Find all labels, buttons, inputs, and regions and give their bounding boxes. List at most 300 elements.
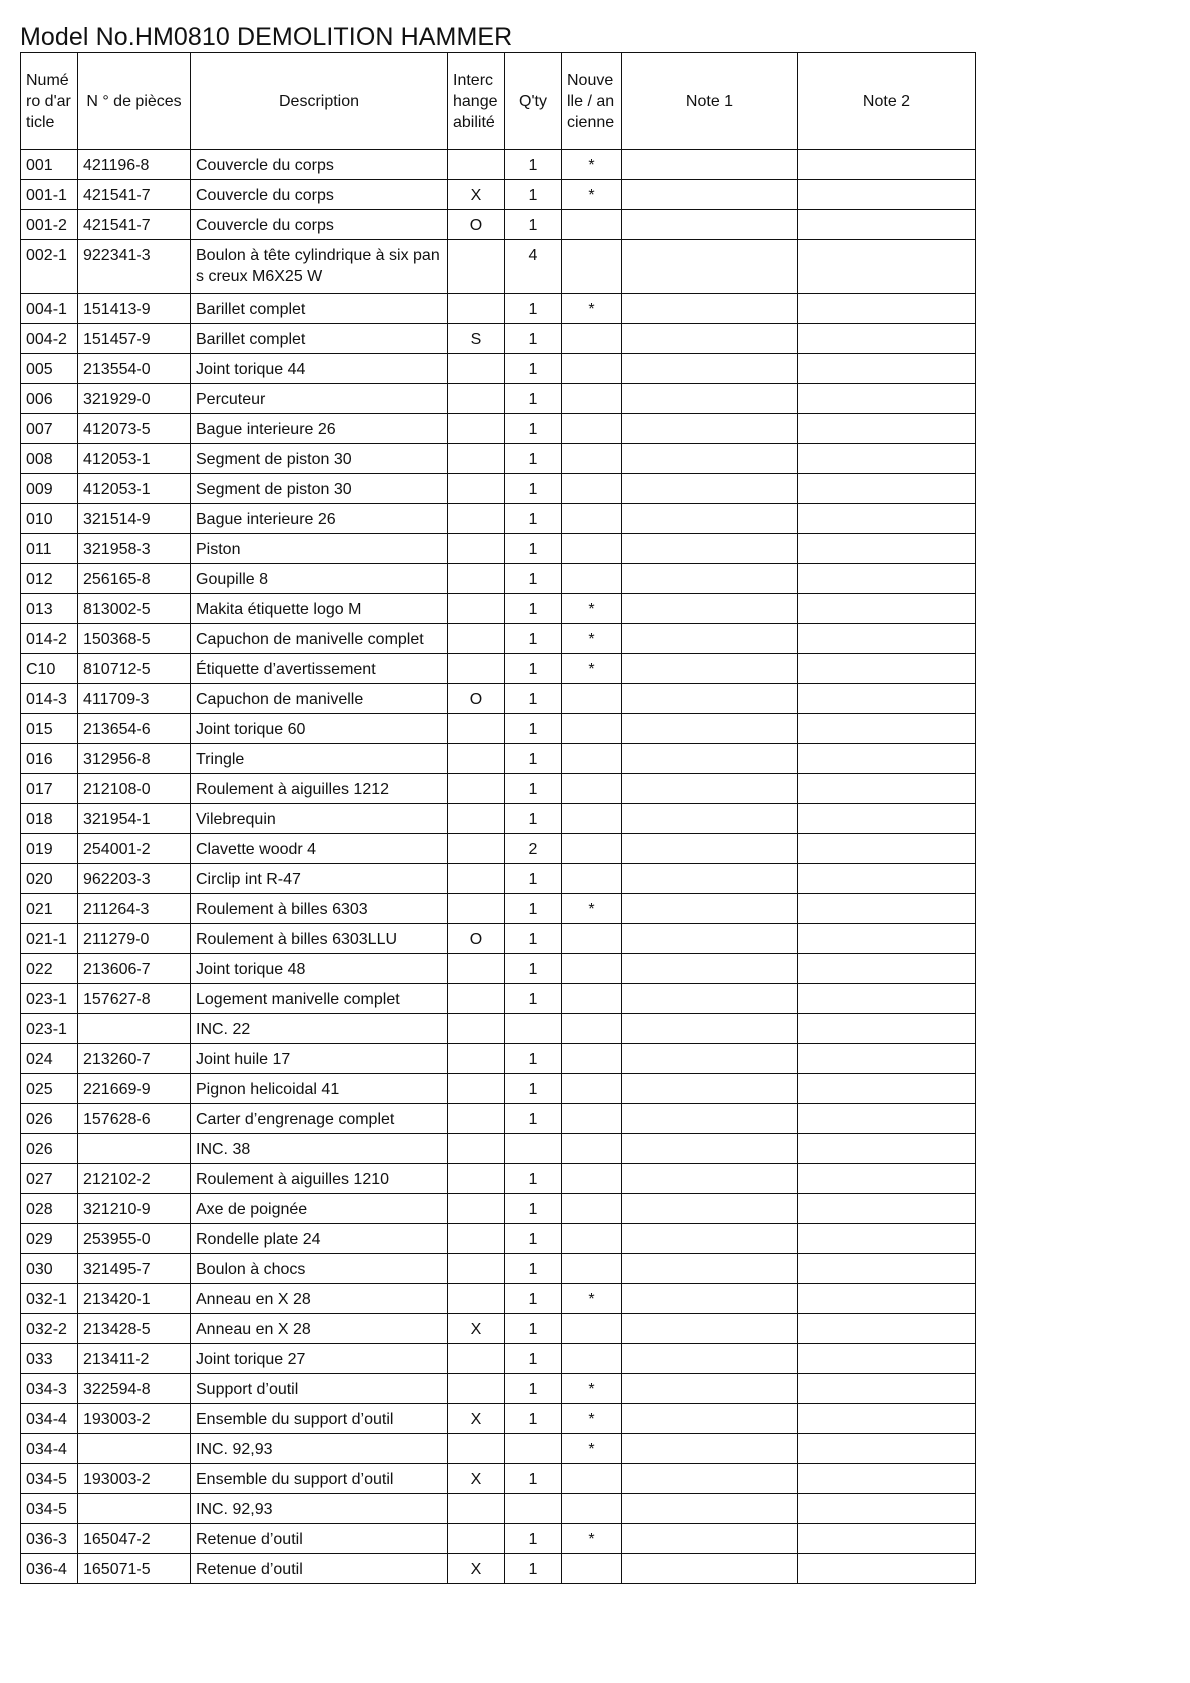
cell-description: Goupille 8 [191, 564, 448, 594]
cell-new-old [562, 834, 622, 864]
cell-item-number: 026 [21, 1134, 78, 1164]
cell-new-old [562, 240, 622, 294]
cell-quantity: 1 [505, 1314, 562, 1344]
parts-table [20, 52, 976, 1584]
cell-quantity: 1 [505, 354, 562, 384]
table-row [21, 240, 976, 294]
cell-description: Joint torique 60 [191, 714, 448, 744]
cell-part-number: 254001-2 [78, 834, 191, 864]
cell-interchangeability: X [448, 1554, 505, 1584]
cell-item-number: 030 [21, 1254, 78, 1284]
table-row [21, 444, 976, 474]
cell-item-number: 004-2 [21, 324, 78, 354]
column-header-interchangeability: Interchangeabilité [448, 53, 505, 150]
cell-interchangeability [448, 984, 505, 1014]
table-body [21, 150, 976, 1584]
cell-part-number: 221669-9 [78, 1074, 191, 1104]
cell-note-1 [622, 1224, 798, 1254]
cell-item-number: 032-2 [21, 1314, 78, 1344]
cell-new-old [562, 1254, 622, 1284]
cell-part-number: 212108-0 [78, 774, 191, 804]
cell-item-number: 022 [21, 954, 78, 984]
cell-note-2 [798, 1164, 976, 1194]
table-row [21, 1434, 976, 1464]
cell-new-old [562, 744, 622, 774]
column-header-quantity: Q'ty [505, 53, 562, 150]
cell-item-number: 029 [21, 1224, 78, 1254]
cell-quantity: 1 [505, 1404, 562, 1434]
cell-part-number: 211264-3 [78, 894, 191, 924]
cell-part-number: 213554-0 [78, 354, 191, 384]
column-header-description: Description [191, 53, 448, 150]
cell-part-number: 193003-2 [78, 1464, 191, 1494]
cell-part-number: 157628-6 [78, 1104, 191, 1134]
cell-new-old [562, 1074, 622, 1104]
cell-interchangeability [448, 1254, 505, 1284]
cell-note-2 [798, 684, 976, 714]
cell-interchangeability: O [448, 684, 505, 714]
cell-note-1 [622, 1524, 798, 1554]
cell-description: Piston [191, 534, 448, 564]
table-row [21, 1134, 976, 1164]
cell-note-1 [622, 1374, 798, 1404]
cell-note-2 [798, 894, 976, 924]
cell-note-1 [622, 894, 798, 924]
cell-new-old: * [562, 594, 622, 624]
cell-part-number: 321495-7 [78, 1254, 191, 1284]
cell-interchangeability [448, 1074, 505, 1104]
cell-description: INC. 92,93 [191, 1434, 448, 1464]
cell-item-number: 001-2 [21, 210, 78, 240]
cell-note-2 [798, 1494, 976, 1524]
cell-interchangeability [448, 474, 505, 504]
cell-note-1 [622, 324, 798, 354]
cell-part-number: 412053-1 [78, 444, 191, 474]
cell-new-old: * [562, 1284, 622, 1314]
cell-quantity: 1 [505, 294, 562, 324]
cell-interchangeability [448, 834, 505, 864]
table-row [21, 354, 976, 384]
cell-description: Bague interieure 26 [191, 414, 448, 444]
cell-description: Joint torique 27 [191, 1344, 448, 1374]
cell-item-number: 023-1 [21, 1014, 78, 1044]
cell-interchangeability [448, 1134, 505, 1164]
cell-description: Capuchon de manivelle [191, 684, 448, 714]
cell-interchangeability: X [448, 1314, 505, 1344]
cell-quantity: 1 [505, 474, 562, 504]
cell-note-2 [798, 1014, 976, 1044]
cell-item-number: 008 [21, 444, 78, 474]
cell-new-old: * [562, 1374, 622, 1404]
cell-description: Clavette woodr 4 [191, 834, 448, 864]
cell-part-number: 321210-9 [78, 1194, 191, 1224]
cell-quantity: 1 [505, 774, 562, 804]
cell-note-1 [622, 1494, 798, 1524]
cell-quantity: 2 [505, 834, 562, 864]
cell-interchangeability [448, 1524, 505, 1554]
cell-new-old: * [562, 624, 622, 654]
cell-quantity [505, 1494, 562, 1524]
cell-quantity: 1 [505, 534, 562, 564]
cell-note-2 [798, 1524, 976, 1554]
cell-note-2 [798, 744, 976, 774]
cell-description: Rondelle plate 24 [191, 1224, 448, 1254]
cell-item-number: 025 [21, 1074, 78, 1104]
cell-item-number: 016 [21, 744, 78, 774]
cell-note-2 [798, 1554, 976, 1584]
cell-item-number: 013 [21, 594, 78, 624]
cell-interchangeability [448, 384, 505, 414]
cell-part-number: 213654-6 [78, 714, 191, 744]
table-row [21, 804, 976, 834]
cell-new-old: * [562, 180, 622, 210]
table-row [21, 1074, 976, 1104]
cell-note-1 [622, 924, 798, 954]
cell-note-2 [798, 864, 976, 894]
cell-note-2 [798, 474, 976, 504]
table-row [21, 414, 976, 444]
table-row [21, 624, 976, 654]
cell-quantity: 1 [505, 564, 562, 594]
cell-quantity: 1 [505, 1104, 562, 1134]
cell-quantity: 1 [505, 654, 562, 684]
cell-description: Joint torique 44 [191, 354, 448, 384]
cell-note-1 [622, 1404, 798, 1434]
cell-description: Anneau en X 28 [191, 1314, 448, 1344]
cell-item-number: 017 [21, 774, 78, 804]
cell-note-1 [622, 384, 798, 414]
cell-interchangeability: O [448, 210, 505, 240]
cell-new-old [562, 564, 622, 594]
cell-note-2 [798, 984, 976, 1014]
cell-note-1 [622, 474, 798, 504]
cell-description: Couvercle du corps [191, 210, 448, 240]
cell-part-number: 411709-3 [78, 684, 191, 714]
cell-quantity: 1 [505, 1194, 562, 1224]
cell-description: Roulement à billes 6303 [191, 894, 448, 924]
cell-note-2 [798, 1044, 976, 1074]
cell-description: Barillet complet [191, 294, 448, 324]
cell-interchangeability [448, 1494, 505, 1524]
cell-quantity: 1 [505, 594, 562, 624]
cell-item-number: 036-4 [21, 1554, 78, 1584]
cell-interchangeability [448, 624, 505, 654]
cell-interchangeability [448, 1344, 505, 1374]
cell-new-old [562, 864, 622, 894]
cell-interchangeability [448, 1194, 505, 1224]
cell-part-number: 213260-7 [78, 1044, 191, 1074]
cell-description: Segment de piston 30 [191, 474, 448, 504]
cell-note-2 [798, 1344, 976, 1374]
cell-interchangeability: X [448, 1464, 505, 1494]
cell-new-old: * [562, 654, 622, 684]
table-row [21, 1254, 976, 1284]
cell-note-2 [798, 1134, 976, 1164]
cell-note-2 [798, 594, 976, 624]
cell-note-1 [622, 834, 798, 864]
cell-part-number: 922341-3 [78, 240, 191, 294]
cell-interchangeability [448, 150, 505, 180]
cell-interchangeability [448, 774, 505, 804]
cell-description: Logement manivelle complet [191, 984, 448, 1014]
cell-part-number: 321958-3 [78, 534, 191, 564]
cell-item-number: 034-4 [21, 1434, 78, 1464]
cell-note-2 [798, 564, 976, 594]
table-row [21, 1464, 976, 1494]
cell-part-number: 212102-2 [78, 1164, 191, 1194]
cell-note-2 [798, 180, 976, 210]
cell-note-1 [622, 624, 798, 654]
cell-note-1 [622, 180, 798, 210]
cell-item-number: 001 [21, 150, 78, 180]
cell-quantity: 4 [505, 240, 562, 294]
cell-note-2 [798, 834, 976, 864]
cell-quantity: 1 [505, 384, 562, 414]
cell-description: Segment de piston 30 [191, 444, 448, 474]
cell-new-old [562, 804, 622, 834]
cell-note-2 [798, 534, 976, 564]
table-row [21, 894, 976, 924]
cell-item-number: C10 [21, 654, 78, 684]
cell-description: Ensemble du support d’outil [191, 1404, 448, 1434]
cell-part-number [78, 1014, 191, 1044]
table-row [21, 714, 976, 744]
cell-note-2 [798, 1224, 976, 1254]
cell-interchangeability [448, 1284, 505, 1314]
cell-note-2 [798, 654, 976, 684]
column-header-item-number: Numéro d'article [21, 53, 78, 150]
cell-part-number [78, 1434, 191, 1464]
cell-note-1 [622, 714, 798, 744]
cell-part-number: 213420-1 [78, 1284, 191, 1314]
cell-item-number: 034-3 [21, 1374, 78, 1404]
cell-part-number: 321954-1 [78, 804, 191, 834]
cell-new-old [562, 444, 622, 474]
cell-part-number: 157627-8 [78, 984, 191, 1014]
cell-new-old: * [562, 1404, 622, 1434]
cell-part-number: 321929-0 [78, 384, 191, 414]
cell-item-number: 024 [21, 1044, 78, 1074]
cell-quantity: 1 [505, 414, 562, 444]
cell-interchangeability [448, 534, 505, 564]
cell-note-2 [798, 150, 976, 180]
cell-interchangeability [448, 864, 505, 894]
table-row [21, 834, 976, 864]
cell-item-number: 028 [21, 1194, 78, 1224]
table-row [21, 210, 976, 240]
cell-note-2 [798, 1254, 976, 1284]
cell-item-number: 010 [21, 504, 78, 534]
cell-interchangeability [448, 1434, 505, 1464]
cell-quantity: 1 [505, 894, 562, 924]
cell-new-old [562, 504, 622, 534]
table-row [21, 384, 976, 414]
cell-item-number: 012 [21, 564, 78, 594]
cell-note-2 [798, 954, 976, 984]
cell-new-old [562, 1134, 622, 1164]
cell-quantity [505, 1014, 562, 1044]
cell-quantity: 1 [505, 504, 562, 534]
cell-note-1 [622, 594, 798, 624]
cell-quantity: 1 [505, 210, 562, 240]
cell-quantity: 1 [505, 180, 562, 210]
cell-description: INC. 38 [191, 1134, 448, 1164]
cell-item-number: 020 [21, 864, 78, 894]
table-row [21, 180, 976, 210]
cell-note-1 [622, 240, 798, 294]
cell-description: Couvercle du corps [191, 180, 448, 210]
cell-new-old [562, 954, 622, 984]
cell-note-2 [798, 1404, 976, 1434]
table-row [21, 984, 976, 1014]
cell-item-number: 027 [21, 1164, 78, 1194]
cell-note-1 [622, 1104, 798, 1134]
cell-part-number: 211279-0 [78, 924, 191, 954]
cell-interchangeability [448, 894, 505, 924]
cell-item-number: 032-1 [21, 1284, 78, 1314]
cell-part-number: 213606-7 [78, 954, 191, 984]
cell-part-number: 165071-5 [78, 1554, 191, 1584]
cell-new-old: * [562, 1434, 622, 1464]
table-row [21, 1314, 976, 1344]
cell-item-number: 004-1 [21, 294, 78, 324]
cell-interchangeability: O [448, 924, 505, 954]
cell-note-2 [798, 624, 976, 654]
cell-note-2 [798, 1194, 976, 1224]
cell-quantity: 1 [505, 1074, 562, 1104]
cell-note-2 [798, 1374, 976, 1404]
cell-note-1 [622, 984, 798, 1014]
cell-interchangeability [448, 1104, 505, 1134]
cell-description: Retenue d’outil [191, 1554, 448, 1584]
table-header [21, 53, 976, 150]
cell-item-number: 034-5 [21, 1494, 78, 1524]
cell-description: Roulement à aiguilles 1212 [191, 774, 448, 804]
cell-quantity: 1 [505, 1044, 562, 1074]
cell-item-number: 019 [21, 834, 78, 864]
cell-note-1 [622, 1164, 798, 1194]
table-row [21, 774, 976, 804]
cell-interchangeability [448, 1164, 505, 1194]
cell-note-1 [622, 1074, 798, 1104]
cell-note-1 [622, 534, 798, 564]
cell-quantity: 1 [505, 924, 562, 954]
cell-new-old [562, 774, 622, 804]
cell-new-old [562, 1224, 622, 1254]
table-row [21, 1224, 976, 1254]
cell-description: Retenue d’outil [191, 1524, 448, 1554]
cell-quantity: 1 [505, 864, 562, 894]
cell-note-1 [622, 414, 798, 444]
cell-new-old [562, 384, 622, 414]
cell-item-number: 014-3 [21, 684, 78, 714]
cell-part-number: 312956-8 [78, 744, 191, 774]
cell-description: Joint huile 17 [191, 1044, 448, 1074]
table-row [21, 504, 976, 534]
cell-interchangeability [448, 504, 505, 534]
cell-quantity: 1 [505, 150, 562, 180]
cell-note-1 [622, 504, 798, 534]
cell-description: Roulement à billes 6303LLU [191, 924, 448, 954]
cell-quantity [505, 1134, 562, 1164]
cell-note-1 [622, 1314, 798, 1344]
cell-new-old [562, 474, 622, 504]
cell-item-number: 015 [21, 714, 78, 744]
cell-note-2 [798, 444, 976, 474]
cell-item-number: 009 [21, 474, 78, 504]
cell-description: Carter d’engrenage complet [191, 1104, 448, 1134]
cell-quantity [505, 1434, 562, 1464]
cell-item-number: 021-1 [21, 924, 78, 954]
cell-interchangeability: S [448, 324, 505, 354]
table-row [21, 1374, 976, 1404]
cell-note-2 [798, 804, 976, 834]
cell-note-1 [622, 774, 798, 804]
cell-description: INC. 92,93 [191, 1494, 448, 1524]
cell-quantity: 1 [505, 744, 562, 774]
table-row [21, 150, 976, 180]
table-row [21, 1554, 976, 1584]
cell-new-old: * [562, 294, 622, 324]
cell-interchangeability [448, 240, 505, 294]
table-row [21, 474, 976, 504]
cell-interchangeability: X [448, 180, 505, 210]
cell-note-1 [622, 1014, 798, 1044]
cell-description: Étiquette d’avertissement [191, 654, 448, 684]
cell-interchangeability [448, 744, 505, 774]
cell-description: Barillet complet [191, 324, 448, 354]
cell-new-old [562, 1014, 622, 1044]
cell-note-1 [622, 864, 798, 894]
cell-item-number: 026 [21, 1104, 78, 1134]
cell-part-number: 193003-2 [78, 1404, 191, 1434]
table-row [21, 1404, 976, 1434]
cell-description: Tringle [191, 744, 448, 774]
cell-new-old [562, 1494, 622, 1524]
cell-note-2 [798, 354, 976, 384]
cell-item-number: 036-3 [21, 1524, 78, 1554]
cell-description: Axe de poignée [191, 1194, 448, 1224]
column-header-note-2: Note 2 [798, 53, 976, 150]
cell-note-1 [622, 564, 798, 594]
cell-note-1 [622, 1134, 798, 1164]
cell-quantity: 1 [505, 1374, 562, 1404]
cell-interchangeability [448, 1224, 505, 1254]
cell-quantity: 1 [505, 444, 562, 474]
cell-note-2 [798, 414, 976, 444]
cell-note-1 [622, 954, 798, 984]
table-row [21, 594, 976, 624]
table-row [21, 1284, 976, 1314]
cell-description: Boulon à chocs [191, 1254, 448, 1284]
cell-item-number: 018 [21, 804, 78, 834]
cell-new-old [562, 210, 622, 240]
cell-new-old [562, 414, 622, 444]
cell-description: Couvercle du corps [191, 150, 448, 180]
cell-item-number: 005 [21, 354, 78, 384]
cell-part-number [78, 1134, 191, 1164]
cell-quantity: 1 [505, 1524, 562, 1554]
table-row [21, 1194, 976, 1224]
cell-item-number: 001-1 [21, 180, 78, 210]
cell-note-2 [798, 714, 976, 744]
cell-quantity: 1 [505, 1164, 562, 1194]
cell-interchangeability [448, 654, 505, 684]
cell-interchangeability [448, 594, 505, 624]
cell-note-1 [622, 1464, 798, 1494]
cell-description: Percuteur [191, 384, 448, 414]
cell-interchangeability [448, 714, 505, 744]
